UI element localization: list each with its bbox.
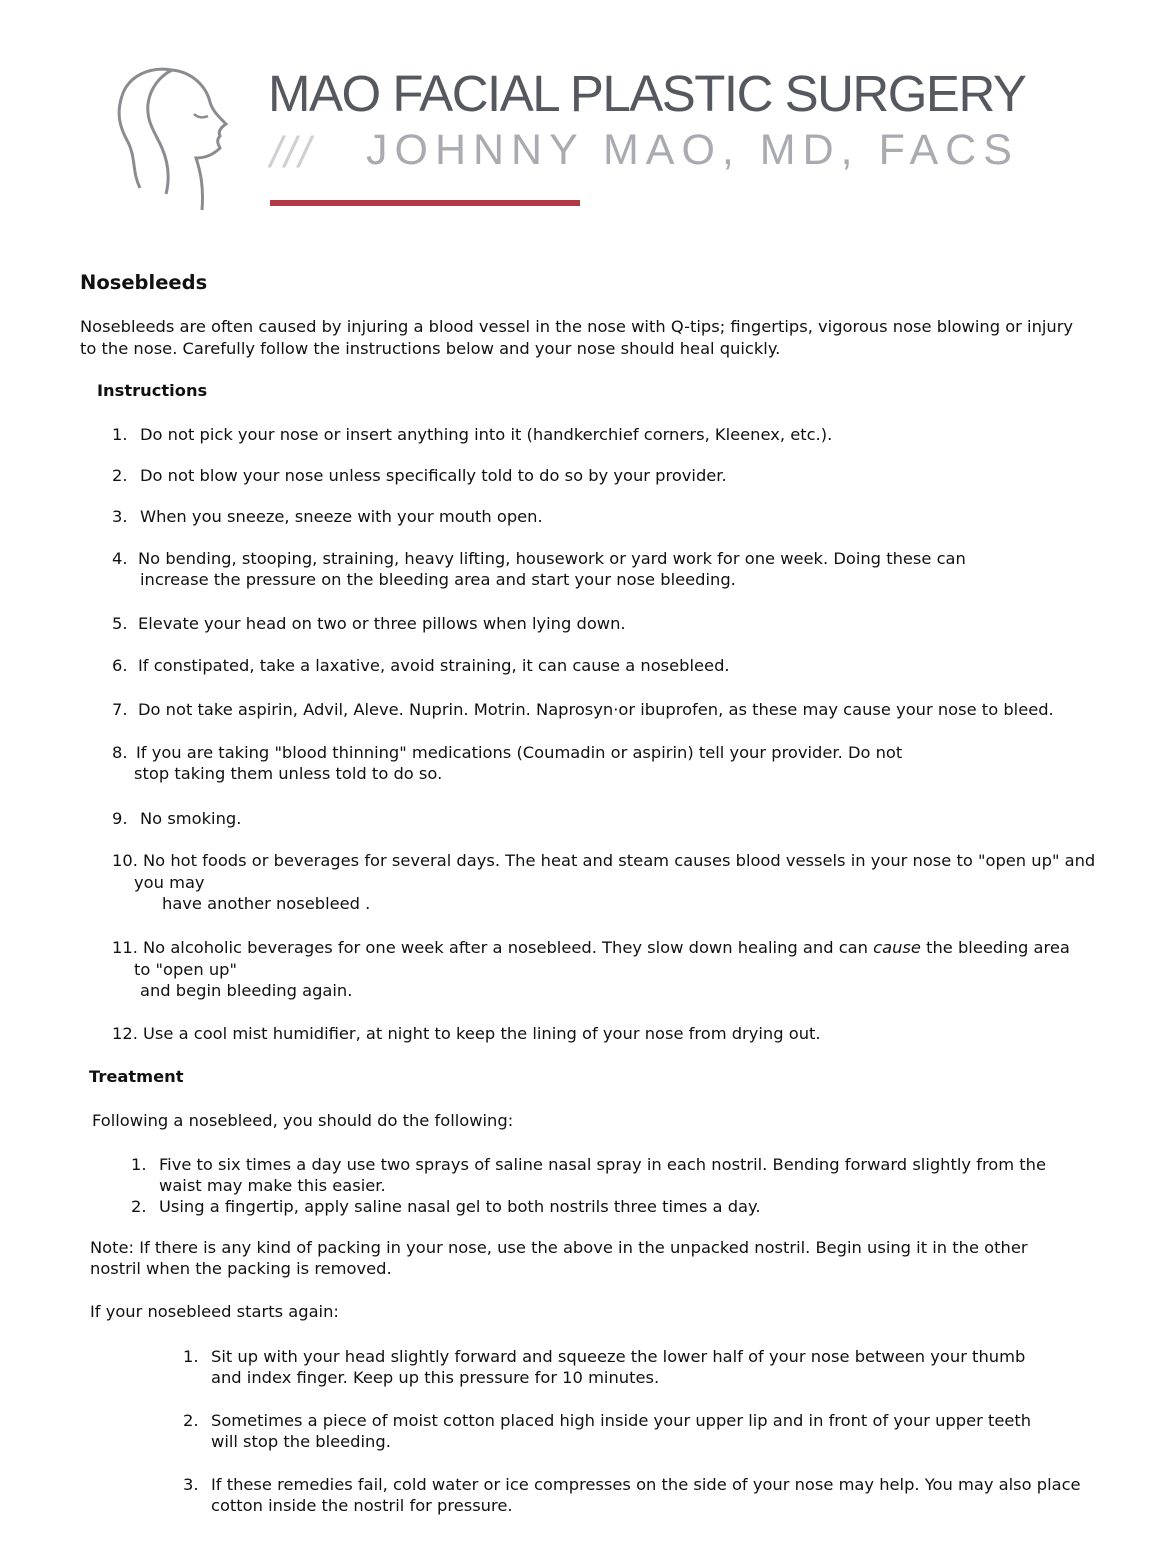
note-line-2: nostril when the packing is removed.: [90, 1259, 392, 1278]
item-number: 4.: [112, 549, 128, 568]
item-text-continued: stop taking them unless told to do so.: [134, 764, 443, 783]
list-item: [183, 1346, 1025, 1368]
item-text: No bending, stooping, straining, heavy lifting, housework or yard work for one week. Doing these can: [138, 549, 966, 568]
logo-subtitle: JOHNNY MAO, MD, FACS: [366, 126, 1019, 174]
item-text: If constipated, take a laxative, avoid straining, it can cause a nosebleed.: [138, 656, 730, 675]
item-number: 1.: [131, 1155, 147, 1174]
item-text-continued: have another nosebleed .: [162, 894, 371, 913]
list-item: [112, 742, 902, 764]
item-text: When you sneeze, sneeze with your mouth open.: [140, 507, 543, 526]
item-text: No smoking.: [140, 809, 242, 828]
item-text: Using a fingertip, apply saline nasal gel to both nostrils three times a day.: [159, 1197, 761, 1216]
treatment-lead: Following a nosebleed, you should do the following:: [92, 1111, 514, 1130]
item-text: No hot foods or beverages for several days. The heat and steam causes blood vessels in your nose to "open up" and: [143, 851, 1096, 870]
list-item: [112, 548, 966, 570]
item-number: 3.: [183, 1475, 199, 1494]
item-number: 9.: [112, 809, 128, 828]
item-text-continued: waist may make this easier.: [159, 1176, 386, 1195]
item-text: If these remedies fail, cold water or ice compresses on the side of your nose may help. You may also place: [211, 1475, 1081, 1494]
item-number: 7.: [112, 700, 128, 719]
item-text: Five to six times a day use two sprays of saline nasal spray in each nostril. Bending forward slightly from the: [159, 1155, 1047, 1174]
treatment-heading: Treatment: [89, 1067, 184, 1086]
logo-title: MAO FACIAL PLASTIC SURGERY: [268, 65, 1026, 122]
logo-accent-bar: [270, 200, 580, 206]
item-text-continued: to "open up": [134, 960, 237, 979]
item-text-continued: increase the pressure on the bleeding area and start your nose bleeding.: [140, 570, 736, 589]
item-text: Elevate your head on two or three pillows when lying down.: [138, 614, 626, 633]
list-item: [112, 937, 1070, 959]
list-item: [112, 424, 832, 446]
item-text: Sit up with your head slightly forward and squeeze the lower half of your nose between your thumb: [211, 1347, 1026, 1366]
item-number: 2.: [131, 1197, 147, 1216]
item-text-continued: and begin bleeding again.: [140, 981, 353, 1000]
list-item: [112, 850, 1095, 872]
item-number: 11.: [112, 938, 138, 957]
logo: [110, 62, 1060, 222]
list-item: [112, 506, 543, 528]
page-title: Nosebleeds: [80, 271, 208, 294]
item-text: the bleeding area: [920, 938, 1070, 957]
item-text: No alcoholic beverages for one week after a nosebleed. They slow down healing and can: [143, 938, 874, 957]
item-text: Use a cool mist humidifier, at night to keep the lining of your nose from drying out.: [143, 1024, 821, 1043]
item-number: 6.: [112, 656, 128, 675]
list-item: [112, 613, 626, 635]
item-number: 5.: [112, 614, 128, 633]
instructions-heading: Instructions: [97, 381, 208, 400]
face-profile-icon: [110, 62, 240, 212]
item-text: Do not take aspirin, Advil, Aleve. Nuprin. Motrin. Naprosyn·or ibuprofen, as these may cause your nose to bleed.: [138, 700, 1054, 719]
list-item: [183, 1474, 1081, 1496]
item-number: 10.: [112, 851, 138, 870]
item-number: 1.: [183, 1347, 199, 1366]
logo-slashes: ///: [270, 128, 313, 177]
list-item: [131, 1196, 761, 1218]
list-item: [112, 465, 727, 487]
item-number: 12.: [112, 1024, 138, 1043]
item-number: 3.: [112, 507, 128, 526]
item-number: 8.: [112, 743, 128, 762]
note-line-1: Note: If there is any kind of packing in your nose, use the above in the unpacked nostril. Begin using it in the other: [90, 1238, 1028, 1257]
item-number: 2.: [112, 466, 128, 485]
item-text-continued: you may: [134, 873, 205, 892]
list-item: [183, 1410, 1031, 1432]
item-text-continued: and index finger. Keep up this pressure for 10 minutes.: [211, 1368, 660, 1387]
item-text: Do not pick your nose or insert anything into it (handkerchief corners, Kleenex, etc.).: [140, 425, 833, 444]
intro-line-1: Nosebleeds are often caused by injuring a blood vessel in the nose with Q-tips; fingertips, vigorous nose blowing or injury: [80, 317, 1074, 336]
item-text-continued: will stop the bleeding.: [211, 1432, 391, 1451]
list-item: [112, 655, 730, 677]
intro-line-2: to the nose. Carefully follow the instructions below and your nose should heal quickly.: [80, 339, 781, 358]
list-item: [112, 699, 1054, 721]
item-text: If you are taking "blood thinning" medications (Coumadin or aspirin) tell your provider. Do not: [136, 743, 903, 762]
item-number: 1.: [112, 425, 128, 444]
list-item: [131, 1154, 1046, 1176]
item-text: Do not blow your nose unless specifically told to do so by your provider.: [140, 466, 727, 485]
item-text-continued: cotton inside the nostril for pressure.: [211, 1496, 513, 1515]
list-item: [112, 1023, 821, 1045]
list-item: [112, 808, 241, 830]
item-text-emphasis: cause: [873, 938, 921, 957]
item-text: Sometimes a piece of moist cotton placed high inside your upper lip and in front of your upper teeth: [211, 1411, 1032, 1430]
again-lead: If your nosebleed starts again:: [90, 1302, 339, 1321]
item-number: 2.: [183, 1411, 199, 1430]
